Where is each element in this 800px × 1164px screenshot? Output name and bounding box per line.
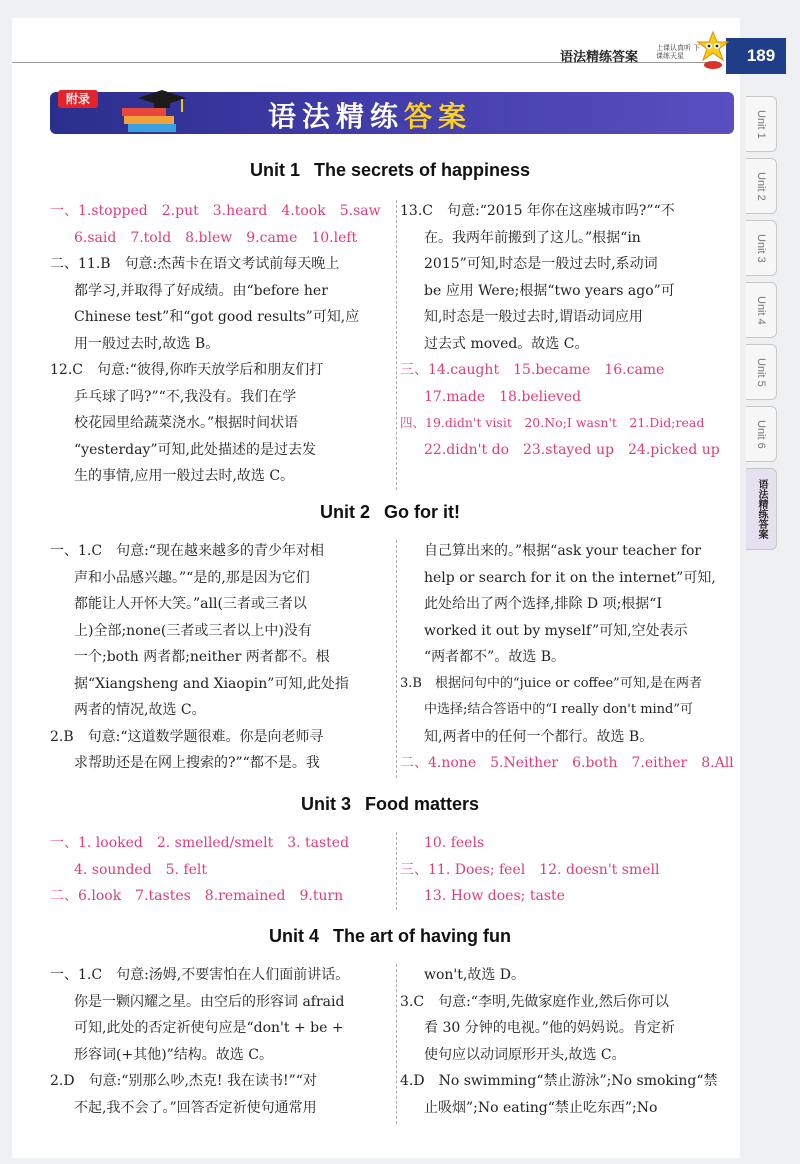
unit2-left-column [50,538,395,777]
answer-line: 12.C 句意:“彼得,你昨天放学后和朋友们打 [50,362,324,378]
answer-line: 知,时态是一般过去时,谓语动词应用 [424,309,643,325]
answer-line: 一、1. looked 2. smelled/smelt 3. tasted [50,835,350,851]
tab-unit-1[interactable]: Unit 1 [746,96,777,152]
answer-line: 使句应以动词原形开头,故选 C。 [424,1046,626,1063]
answer-line: 22.didn't do 23.stayed up 24.picked up [424,441,720,458]
column-divider [396,964,397,1124]
answer-line: 形容词(+其他)”结构。故选 C。 [74,1046,273,1063]
banner-title-white: 语法精练 [268,101,405,132]
answer-line: 不起,我不会了。”回答否定祈使句通常用 [74,1099,317,1116]
answer-line: 中选择;结合答语中的“I really don't mind”可 [424,702,694,717]
answer-line: “两者都不”。故选 B。 [424,649,566,665]
unit-heading-2 [0,502,780,523]
answer-line: 上)全部;none(三者或三者以上中)没有 [74,622,312,639]
answer-line: 你是一颗闪耀之星。由空后的形容词 afraid [74,993,345,1010]
unit-heading-4 [0,926,780,947]
unit1-left-column [50,198,395,490]
unit-heading-3 [0,794,780,815]
answer-line: 此处给出了两个选择,排除 D 项;根据“I [424,596,662,612]
tab-unit-2[interactable]: Unit 2 [746,158,777,214]
column-divider [396,540,397,778]
answer-line: 声和小品感兴趣。”“是的,那是因为它们 [74,569,310,586]
header-title: 语法精练答案 [560,49,639,64]
unit3-left-column [50,830,395,910]
answer-line: 一个;both 两者都;neither 两者都不。根 [74,649,330,665]
answer-line: 求帮助还是在网上搜索的?”“都不是。我 [74,755,320,771]
answer-line: 校花园里给蔬菜浇水。”根据时间状语 [74,415,299,431]
tab-unit-4[interactable]: Unit 4 [746,282,777,338]
answer-line: 6.said 7.told 8.blew 9.came 10.left [74,229,358,246]
column-divider [396,832,397,910]
answer-line: 生的事情,应用一般过去时,故选 C。 [74,468,295,484]
unit-number: Unit 1 [249,160,300,180]
answer-line: Chinese test”和“got good results”可知,应 [74,309,360,325]
header-slogan: 上课认真听 下课练天星 [656,45,700,60]
tab-unit-3[interactable]: Unit 3 [746,220,777,276]
graduation-cap-books-icon [118,88,188,134]
answer-line: 二、4.none 5.Neither 6.both 7.either 8.All [400,755,734,771]
answer-line: 四、19.didn't visit 20.No;I wasn't 21.Did;read [400,415,705,430]
answer-line: 都学习,并取得了好成绩。由“before her [74,282,328,299]
answer-line: 2.B 句意:“这道数学题很难。你是向老师寻 [50,728,324,745]
unit-title: Food matters [365,794,480,814]
answer-line: 2015”可知,时态是一般过去时,系动词 [424,256,658,272]
answer-line: 可知,此处的否定祈使句应是“don't + be + [74,1020,344,1036]
unit-number: Unit 3 [300,794,351,814]
answer-line: be 应用 Were;根据“two years ago”可 [424,282,675,299]
answer-line: 乒乓球了吗?”“不,我没有。我们在学 [74,388,297,405]
page-number: 189 [726,38,786,74]
answer-line: 3.B 根据问句中的“juice or coffee”可知,是在两者 [400,675,702,691]
answer-line: 自己算出来的。”根据“ask your teacher for [424,543,702,559]
answer-line: won't,故选 D。 [424,967,526,983]
banner-title-yellow: 答案 [404,101,473,132]
unit4-right-column [400,962,740,1121]
answer-line: 据“Xiangsheng and Xiaopin”可知,此处指 [74,675,349,692]
answer-line: “yesterday”可知,此处描述的是过去发 [74,441,316,458]
unit-number: Unit 4 [268,926,319,946]
answer-line: 17.made 18.believed [424,388,582,405]
answer-line: 在。我两年前搬到了这儿。”根据“in [424,229,641,246]
answer-line: 三、11. Does; feel 12. doesn't smell [400,861,660,878]
answer-line: 用一般过去时,故选 B。 [74,335,220,352]
answer-line: 三、14.caught 15.became 16.came [400,362,665,378]
tab-unit-6[interactable]: Unit 6 [746,406,777,462]
unit-heading-1 [0,160,780,181]
unit4-left-column [50,962,395,1121]
column-divider [396,200,397,490]
answer-line: worked it out by myself”可知,空处表示 [424,622,688,639]
answer-line: 13.C 句意:“2015 年你在这座城市吗?”“不 [400,203,675,219]
unit2-right-column [400,538,740,777]
answer-line: 二、6.look 7.tastes 8.remained 9.turn [50,888,344,904]
answer-line: 一、1.C 句意:“现在越来越多的青少年对相 [50,543,324,559]
unit-number: Unit 2 [320,502,371,522]
tab-grammar-answers[interactable]: 语法精练答案 [746,468,777,550]
answer-line: 过去式 moved。故选 C。 [424,335,589,352]
answer-line: 一、1.C 句意:汤姆,不要害怕在人们面前讲话。 [50,967,350,983]
answer-line: 知,两者中的任何一个都行。故选 B。 [424,728,654,745]
answer-line: 止吸烟”;No eating“禁止吃东西”;No [424,1099,658,1116]
unit-title: The art of having fun [333,926,511,946]
answer-line: 看 30 分钟的电视。”他的妈妈说。肯定祈 [424,1020,675,1036]
unit1-right-column [400,198,740,463]
answer-line: 2.D 句意:“别那么吵,杰克! 我在读书!”“对 [50,1073,317,1089]
answer-line: 3.C 句意:“李明,先做家庭作业,然后你可以 [400,993,669,1010]
answer-line: 4.D No swimming“禁止游泳”;No smoking“禁 [400,1073,718,1089]
answer-line: 都能让人开怀大笑。”all(三者或三者以 [74,596,307,612]
unit-title: Go for it! [384,502,460,522]
answer-line: help or search for it on the internet”可知, [424,569,716,586]
unit-title: The secrets of happiness [313,160,531,180]
answer-line: 两者的情况,故选 C。 [74,702,206,718]
tab-unit-5[interactable]: Unit 5 [746,344,777,400]
answer-line: 13. How does; taste [424,888,565,904]
appendix-badge: 附录 [58,90,98,108]
banner-title [268,95,472,135]
unit3-right-column [400,830,740,910]
answer-line: 二、11.B 句意:杰茜卡在语文考试前每天晚上 [50,256,340,272]
owl-mascot-icon [696,30,730,70]
answer-line: 4. sounded 5. felt [74,861,208,878]
answer-line: 一、1.stopped 2.put 3.heard 4.took 5.saw [50,203,381,219]
answer-line: 10. feels [424,835,485,851]
